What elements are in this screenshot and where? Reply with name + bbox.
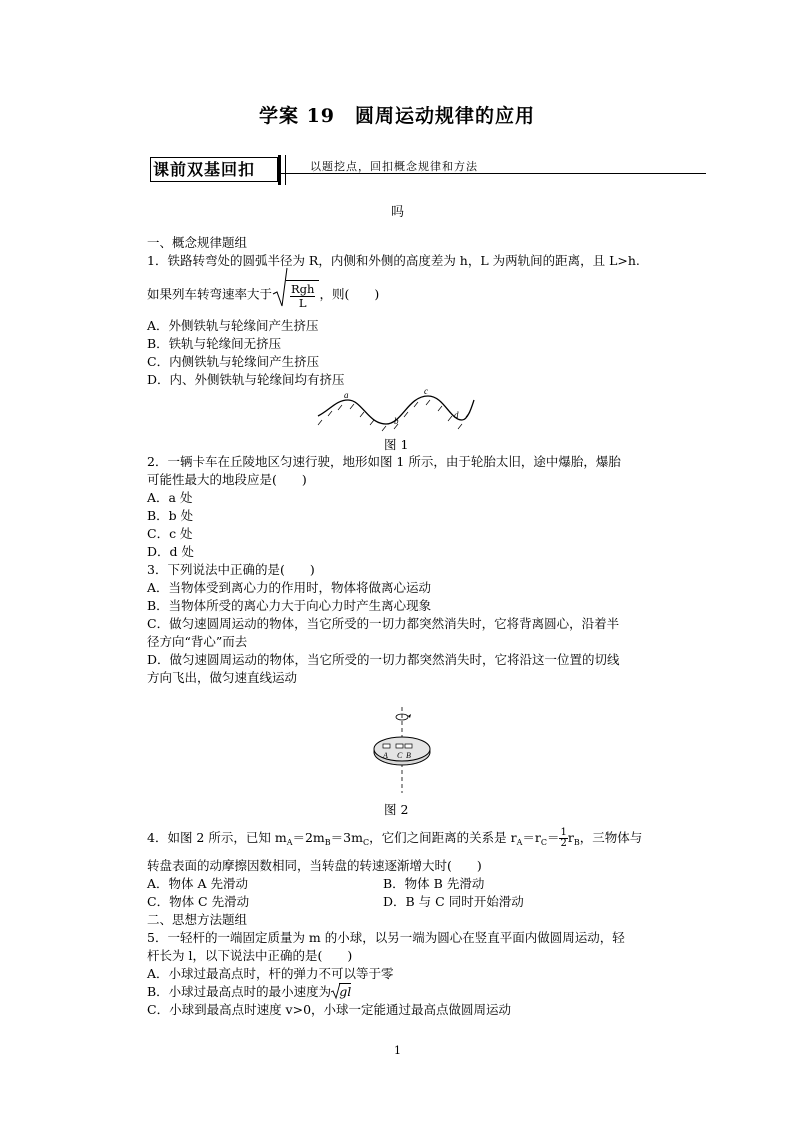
banner-subtitle: 以题挖点，回扣概念规律和方法 — [310, 160, 478, 173]
q3-option-d-line1: D．做匀速圆周运动的物体，当它所受的一切力都突然消失时，它将沿这一位置的切线 — [147, 652, 620, 667]
fig2-label-a: A — [383, 751, 388, 760]
q2-stem-line1: 2．一辆卡车在丘陵地区匀速行驶，地形如图 1 所示，由于轮胎太旧，途中爆胎，爆胎 — [147, 454, 621, 469]
q5-option-c: C．小球到最高点时速度 v>0，小球一定能通过最高点做圆周运动 — [147, 1002, 512, 1017]
q5-option-b: B．小球过最高点时的最小速度为 gl — [147, 984, 352, 999]
q2-option-c: C．c 处 — [147, 526, 193, 541]
q4-stem-line1: 4．如图 2 所示，已知 $m_A=2m_B=3m_C$，它们之间距离的关系是 $r_A=r_C=$ $\frac{1}{2}$ $r_B$，三物体与 — [147, 827, 643, 849]
q4-option-d: D．B 与 C 同时开始滑动 — [383, 894, 524, 909]
q2-option-d: D．d 处 — [147, 544, 194, 559]
section-heading-1: 一、概念规律题组 — [147, 235, 248, 250]
fig1-label-d: d — [454, 410, 459, 420]
q2-option-b: B．b 处 — [147, 508, 194, 523]
q5-option-a: A．小球过最高点时，杆的弹力不可以等于零 — [147, 966, 394, 981]
q1-stem-line1: 1．铁路转弯处的圆弧半径为 R，内侧和外侧的高度差为 h，L 为两轨间的距离，且 L>h. — [147, 253, 640, 268]
figure-1-terrain — [316, 386, 476, 438]
q5-stem-line2: 杆长为 l，以下说法中正确的是( ) — [147, 948, 353, 963]
fig2-label-b: B — [406, 751, 411, 760]
fig1-label-b: b — [394, 416, 399, 426]
radical-sign — [272, 266, 288, 308]
q5-stem-line1: 5．一轻杆的一端固定质量为 m 的小球，以另一端为圆心在竖直平面内做圆周运动，轻 — [147, 930, 625, 945]
q3-option-a: A．当物体受到离心力的作用时，物体将做离心运动 — [147, 580, 432, 595]
sqrt-expression: $\frac{\text{Rgh}}{L}$ — [272, 280, 319, 310]
section-banner — [150, 155, 706, 185]
q3-option-d-line2: 方向飞出，做匀速直线运动 — [147, 670, 298, 685]
q4-option-a: A．物体 A 先滑动 — [147, 876, 249, 891]
q1-option-b: B．铁轨与轮缘间无挤压 — [147, 336, 282, 351]
q3-option-c-line1: C．做匀速圆周运动的物体，当它所受的一切力都突然消失时，它将背离圆心，沿着半 — [147, 616, 620, 631]
section-heading-2: 二、思想方法题组 — [147, 912, 248, 927]
q1-option-c: C．内侧铁轨与轮缘间产生挤压 — [147, 354, 320, 369]
q1-option-a: A．外侧铁轨与轮缘间产生挤压 — [147, 318, 319, 333]
q4-option-b: B．物体 B 先滑动 — [383, 876, 485, 891]
figure-2-caption: 图 2 — [384, 802, 409, 817]
banner-divider — [278, 155, 286, 185]
q4-stem-line2: 转盘表面的动摩擦因数相同，当转盘的转速逐渐增大时( ) — [147, 858, 482, 873]
page-title: 学案 19 圆周运动规律的应用 — [258, 105, 536, 127]
q1-stem-line2: 如果列车转弯速率大于 $\frac{\text{Rgh}}{L}$ ，则( ) — [147, 280, 379, 310]
q3-option-b: B．当物体所受的离心力大于向心力时产生离心现象 — [147, 598, 432, 613]
figure-1-caption: 图 1 — [384, 437, 409, 452]
q2-option-a: A．a 处 — [147, 490, 193, 505]
q3-stem: 3．下列说法中正确的是( ) — [147, 562, 315, 577]
stray-char: 吗 — [391, 205, 405, 220]
page-number: 1 — [394, 1044, 401, 1057]
figure-2-turntable — [370, 705, 434, 795]
fig1-label-a: a — [344, 390, 349, 400]
fig2-label-c: C — [397, 751, 403, 760]
fraction-half: $\frac{1}{2}$ — [560, 827, 567, 849]
q3-option-c-line2: 径方向“背心”而去 — [147, 634, 248, 649]
q4-option-c: C．物体 C 先滑动 — [147, 894, 250, 909]
banner-label: 课前双基回扣 — [150, 157, 278, 182]
q1-option-d: D．内、外侧铁轨与轮缘间均有挤压 — [147, 372, 345, 387]
radical-sign-small — [331, 982, 341, 1000]
sqrt-gl: gl — [331, 984, 351, 1000]
q2-stem-line2: 可能性最大的地段应是( ) — [147, 472, 307, 487]
fig1-label-c: c — [424, 386, 428, 396]
